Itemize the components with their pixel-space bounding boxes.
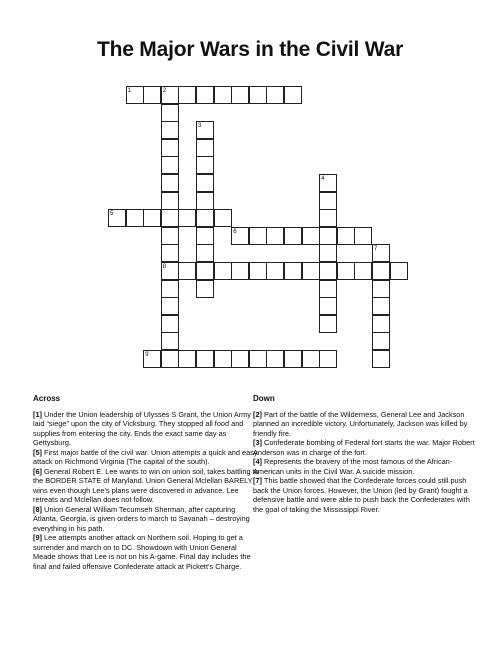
clue-number: 9: [145, 352, 149, 358]
across-clue: [33, 448, 261, 467]
clue-text: Confederate bombing of Federal fort starts the war. Major Robert Anderson was in charge of the fort.: [253, 438, 475, 457]
clue-number-label: [5]: [33, 447, 42, 457]
clue-text: This battle showed that the Confederate forces could still push back the Union forces. However, the Union (led by Grant) fought a defensive battle and were able to push back the Confederates with the goal of taking the Mississippi River.: [253, 476, 470, 514]
grid-cell[interactable]: [161, 297, 179, 315]
grid-cell[interactable]: [196, 192, 214, 210]
grid-cell[interactable]: [319, 244, 337, 262]
grid-cell[interactable]: [161, 174, 179, 192]
across-clues: [33, 394, 261, 571]
grid-cell[interactable]: [143, 86, 161, 104]
grid-cell[interactable]: [178, 209, 196, 227]
grid-cell[interactable]: [372, 315, 390, 333]
clue-text: First major battle of the civil war. Union attempts a quick and easy attack on Richmond Virginia (The capital of the south).: [33, 447, 258, 466]
grid-cell[interactable]: [161, 244, 179, 262]
grid-cell[interactable]: [266, 262, 284, 280]
across-clue: [33, 505, 261, 534]
grid-cell[interactable]: [196, 227, 214, 245]
grid-cell[interactable]: [161, 315, 179, 333]
clue-number: 5: [110, 211, 114, 218]
clue-number-label: [3]: [253, 438, 262, 447]
grid-cell[interactable]: [161, 104, 179, 122]
grid-cell[interactable]: [161, 350, 179, 368]
grid-cell[interactable]: [319, 262, 337, 280]
grid-cell[interactable]: [143, 209, 161, 227]
down-clue: [253, 410, 481, 439]
clue-number-label: [8]: [33, 504, 42, 514]
grid-cell[interactable]: [372, 262, 390, 280]
clue-number-label: [7]: [253, 476, 262, 485]
grid-cell[interactable]: [319, 192, 337, 210]
grid-cell[interactable]: [319, 227, 337, 245]
clue-number: 3: [198, 123, 202, 130]
grid-cell[interactable]: [161, 332, 179, 350]
grid-cell[interactable]: [161, 139, 179, 157]
grid-cell[interactable]: [196, 139, 214, 157]
grid-cell[interactable]: [249, 86, 267, 104]
grid-cell[interactable]: [284, 262, 302, 280]
grid-cell[interactable]: [231, 350, 249, 368]
grid-cell[interactable]: [161, 121, 179, 139]
grid-cell[interactable]: [178, 350, 196, 368]
grid-cell[interactable]: [161, 227, 179, 245]
grid-cell[interactable]: [319, 350, 337, 368]
across-heading: Across: [33, 394, 61, 403]
grid-cell[interactable]: [249, 350, 267, 368]
grid-cell[interactable]: [178, 86, 196, 104]
grid-cell[interactable]: [161, 192, 179, 210]
grid-cell[interactable]: [266, 350, 284, 368]
grid-cell[interactable]: [161, 280, 179, 298]
grid-cell[interactable]: [390, 262, 408, 280]
clue-text: Part of the battle of the Wilderness, General Lee and Jackson planned an incredible victory. Unfortunately, Jackson was killed by friendly fire.: [253, 409, 468, 438]
clue-number-label: [6]: [33, 466, 42, 476]
grid-cell[interactable]: [302, 350, 320, 368]
grid-cell[interactable]: [214, 86, 232, 104]
grid-cell[interactable]: [196, 244, 214, 262]
grid-cell[interactable]: [126, 209, 144, 227]
puzzle-title: The Major Wars in the Civil War: [96, 38, 404, 61]
grid-cell[interactable]: [196, 156, 214, 174]
grid-cell[interactable]: [319, 297, 337, 315]
grid-cell[interactable]: [196, 209, 214, 227]
grid-cell[interactable]: [196, 280, 214, 298]
grid-cell[interactable]: [196, 350, 214, 368]
grid-cell[interactable]: [302, 227, 320, 245]
down-clues: [253, 394, 481, 514]
grid-cell[interactable]: [161, 156, 179, 174]
down-heading: Down: [253, 394, 275, 403]
clue-text: General Robert E. Lee wants to win on union soil, takes battling to the BORDER STATE of Maryland. Union General Mclellan BARELY wins even though Lee’s plans were discovered in advance. Lee retreats and Mclellan does not follow.: [33, 466, 259, 504]
grid-cell[interactable]: [196, 86, 214, 104]
clue-number: 2: [162, 88, 167, 94]
grid-cell[interactable]: [266, 86, 284, 104]
grid-cell[interactable]: [249, 227, 267, 245]
grid-cell[interactable]: [214, 209, 232, 227]
grid-cell[interactable]: [372, 280, 390, 298]
grid-cell[interactable]: [284, 350, 302, 368]
grid-cell[interactable]: [372, 332, 390, 350]
across-clue: [33, 533, 261, 571]
clue-number: 4: [321, 176, 325, 182]
clue-text: Union General William Tecumseh Sherman, after capturing Atlanta, Georgia, is given orders to march to Savanah – destroying everything in his path.: [33, 504, 250, 533]
clue-number-label: [2]: [253, 409, 262, 419]
grid-cell[interactable]: [231, 262, 249, 280]
clue-number: 7: [374, 246, 378, 253]
clue-number: 6: [233, 228, 237, 235]
grid-cell[interactable]: [354, 262, 372, 280]
clue-text: Under the Union leadership of Ulysses S Grant, the Union Army laid “siege” upon the city of Vicksburg. They stopped all food and supplies from entering the city. Ends the exact same day as Gettysburg.: [33, 409, 251, 447]
grid-cell[interactable]: [196, 262, 214, 280]
grid-cell[interactable]: [319, 280, 337, 298]
grid-cell[interactable]: [266, 227, 284, 245]
grid-cell[interactable]: [249, 262, 267, 280]
clue-number-label: [1]: [33, 409, 42, 419]
clue-number-label: [4]: [253, 457, 262, 466]
clue-text: Represents the bravery of the most famous of the African-American units in the Civil War. A suicide mission.: [253, 457, 453, 476]
grid-cell[interactable]: [231, 86, 249, 104]
grid-cell[interactable]: [161, 209, 179, 227]
down-clue: [253, 476, 481, 514]
grid-cell[interactable]: [178, 262, 196, 280]
grid-cell[interactable]: [284, 86, 302, 104]
clue-number-label: [9]: [33, 533, 42, 542]
down-clue: [253, 438, 481, 457]
grid-cell[interactable]: [319, 209, 337, 227]
clue-text: Lee attempts another attack on Northern soil. Hoping to get a surrender and march on to DC. Showdown with Union General Meade shows that Lee is not on his A-game. Final day includes the final and failed offensive Confederate attack at Pickett’s Charge.: [33, 533, 251, 571]
grid-cell[interactable]: [319, 315, 337, 333]
grid-cell[interactable]: [214, 262, 232, 280]
grid-cell[interactable]: [354, 227, 372, 245]
grid-cell[interactable]: [302, 262, 320, 280]
across-clue: [33, 410, 261, 448]
grid-cell[interactable]: [337, 227, 355, 245]
grid-cell[interactable]: [284, 227, 302, 245]
grid-cell[interactable]: [214, 350, 232, 368]
grid-cell[interactable]: [372, 350, 390, 368]
clue-number: 1: [127, 88, 131, 94]
across-clue: [33, 467, 261, 505]
clue-number: 8: [162, 264, 167, 270]
grid-cell[interactable]: [196, 174, 214, 192]
grid-cell[interactable]: [337, 262, 355, 280]
down-clue: [253, 457, 481, 476]
grid-cell[interactable]: [372, 297, 390, 315]
